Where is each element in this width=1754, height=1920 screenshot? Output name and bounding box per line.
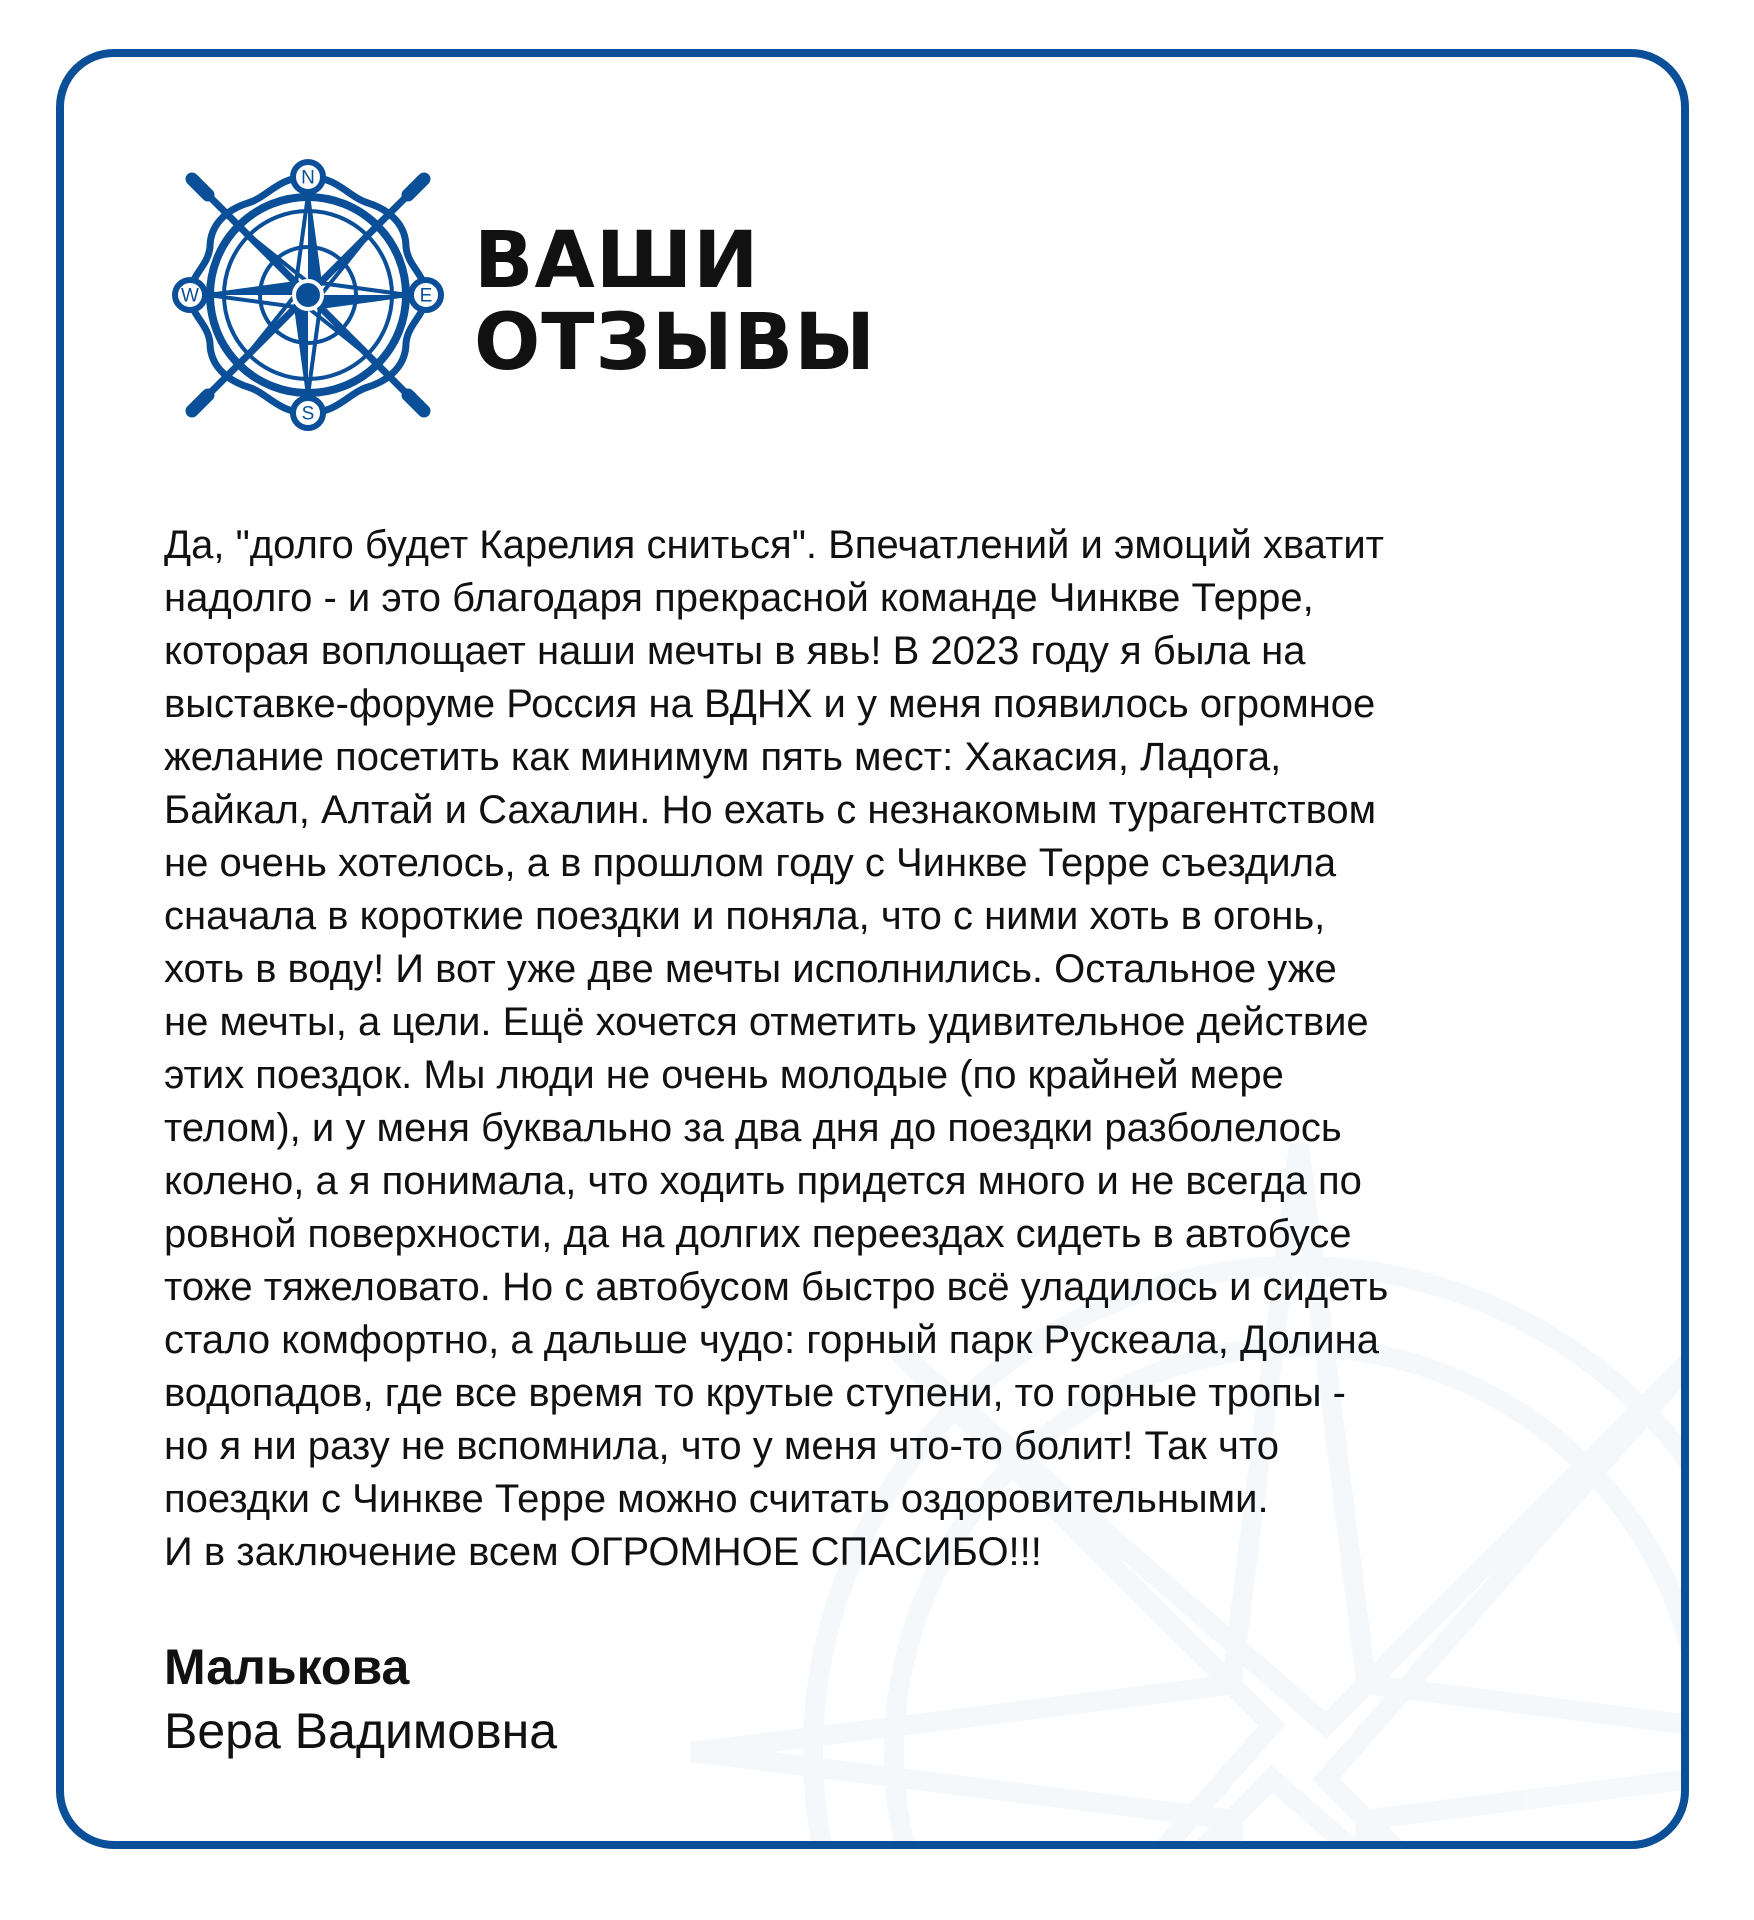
review-line: колено, а я понимала, что ходить придется много и не всегда по [164,1159,1362,1203]
compass-west-label: W [181,285,199,307]
review-line: которая воплощает наши мечты в явь! В 2023 году я была на [164,629,1306,673]
review-line: надолго - и это благодаря прекрасной команде Чинкве Терре, [164,576,1314,620]
author-surname: Малькова [164,1639,410,1695]
review-line: но я ни разу не вспомнила, что у меня что-то болит! Так что [164,1424,1279,1468]
review-card [56,49,1689,1849]
review-line: водопадов, где все время то крутые ступени, то горные тропы - [164,1371,1346,1415]
review-line: стало комфортно, а дальше чудо: горный парк Рускеала, Долина [164,1318,1379,1362]
compass-north-label: N [301,167,315,189]
page-title-line-1: ВАШИ [474,216,760,306]
review-line: Да, "долго будет Карелия сниться". Впечатлений и эмоций хватит [164,523,1384,567]
review-text [164,519,1664,1579]
review-author [164,1635,557,1763]
compass-east-label: E [419,285,433,307]
review-line: хоть в воду! И вот уже две мечты исполнились. Остальное уже [164,947,1337,991]
review-line: этих поездок. Мы люди не очень молодые (по крайней мере [164,1053,1284,1097]
review-line: не очень хотелось, а в прошлом году с Чинкве Терре съездила [164,841,1337,885]
review-line: поездки с Чинкве Терре можно считать оздоровительными. [164,1477,1269,1521]
review-line: телом), и у меня буквально за два дня до поездки разболелось [164,1106,1342,1150]
review-line: И в заключение всем ОГРОМНОЕ СПАСИБО!!! [164,1530,1042,1574]
review-line: Байкал, Алтай и Сахалин. Но ехать с незнакомым турагентством [164,788,1377,832]
review-line: сначала в короткие поездки и поняла, что с ними хоть в огонь, [164,894,1326,938]
review-line: тоже тяжеловато. Но с автобусом быстро всё уладилось и сидеть [164,1265,1389,1309]
review-line: желание посетить как минимум пять мест: Хакасия, Ладога, [164,735,1282,779]
review-line: ровной поверхности, да на долгих переездах сидеть в автобусе [164,1212,1352,1256]
page-title [474,216,877,388]
page-title-line-2: ОТЗЫВЫ [474,298,877,388]
compass-logo-icon [168,155,448,435]
review-line: не мечты, а цели. Ещё хочется отметить удивительное действие [164,1000,1369,1044]
compass-south-label: S [301,403,315,425]
author-name: Вера Вадимовна [164,1703,558,1759]
review-line: выставке-форуме Россия на ВДНХ и у меня появилось огромное [164,682,1376,726]
